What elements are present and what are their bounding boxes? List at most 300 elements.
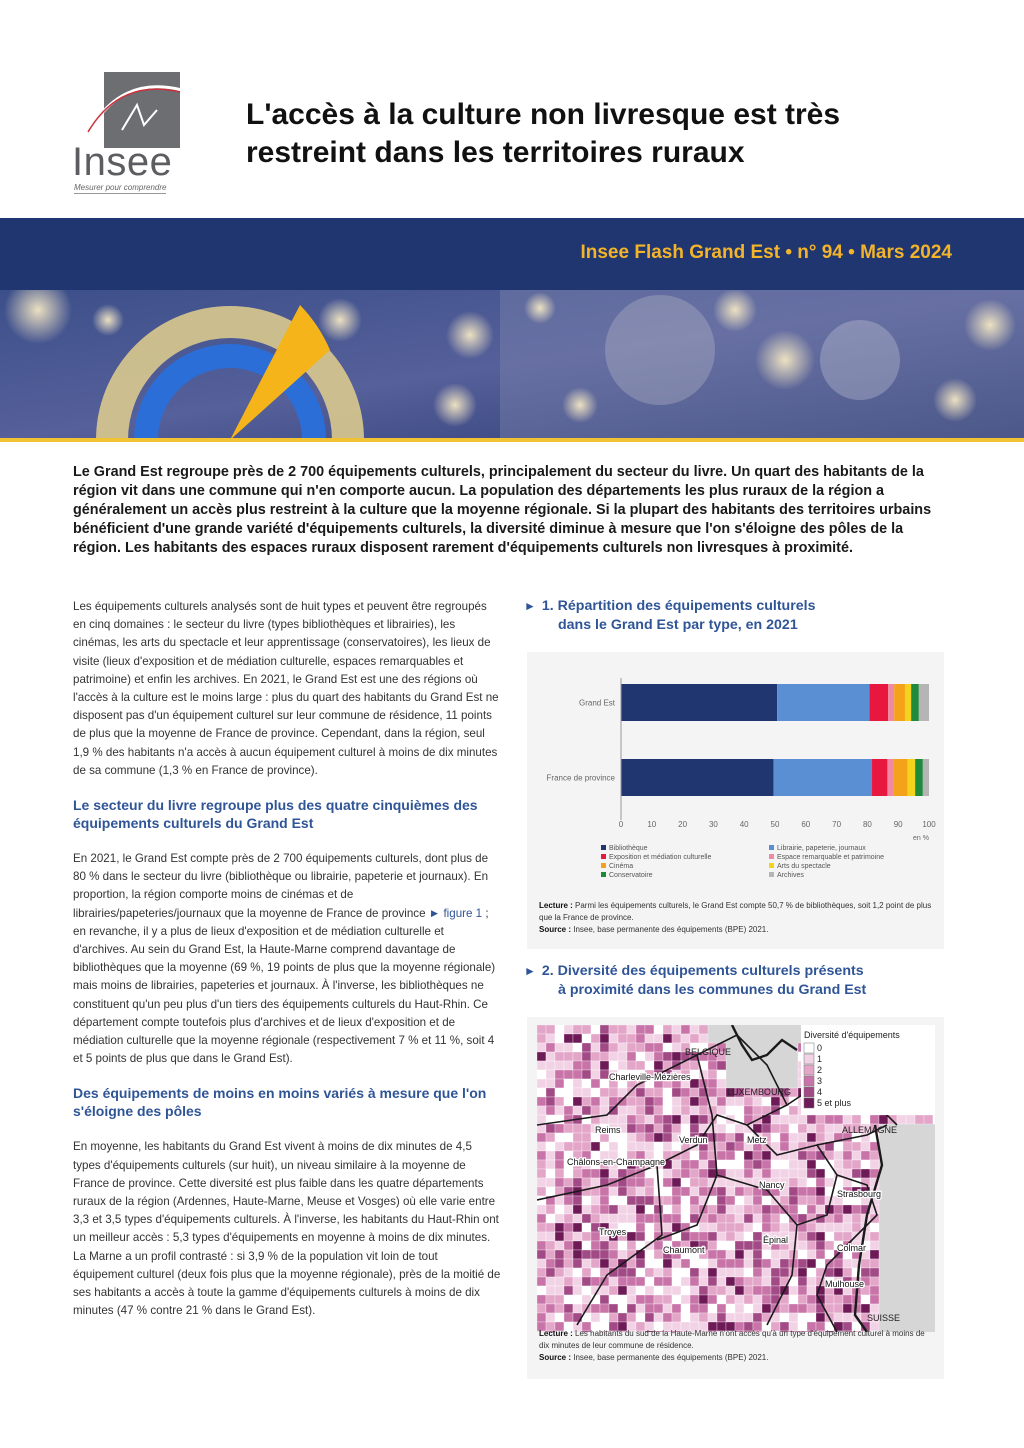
commune-cell xyxy=(564,1277,573,1286)
commune-cell xyxy=(546,1169,555,1178)
bar-segment xyxy=(621,759,773,796)
commune-cell xyxy=(582,1169,591,1178)
commune-cell xyxy=(807,1151,816,1160)
commune-cell xyxy=(555,1277,564,1286)
commune-cell xyxy=(627,1286,636,1295)
commune-cell xyxy=(663,1169,672,1178)
commune-cell xyxy=(681,1169,690,1178)
commune-cell xyxy=(546,1295,555,1304)
commune-cell xyxy=(744,1169,753,1178)
commune-cell xyxy=(681,1124,690,1133)
commune-cell xyxy=(555,1286,564,1295)
commune-cell xyxy=(663,1097,672,1106)
figure-1-title xyxy=(524,597,944,635)
commune-cell xyxy=(870,1151,879,1160)
commune-cell xyxy=(600,1061,609,1070)
commune-cell xyxy=(636,1205,645,1214)
commune-cell xyxy=(825,1223,834,1232)
commune-cell xyxy=(780,1169,789,1178)
commune-cell xyxy=(564,1079,573,1088)
city-label: Chaumont xyxy=(663,1245,705,1255)
commune-cell xyxy=(645,1025,654,1034)
commune-cell xyxy=(726,1250,735,1259)
commune-cell xyxy=(807,1223,816,1232)
commune-cell xyxy=(627,1088,636,1097)
commune-cell xyxy=(591,1070,600,1079)
commune-cell xyxy=(609,1259,618,1268)
commune-cell xyxy=(690,1268,699,1277)
commune-cell xyxy=(834,1304,843,1313)
legend-label: 3 xyxy=(817,1076,823,1086)
commune-cell xyxy=(636,1034,645,1043)
commune-cell xyxy=(645,1124,654,1133)
commune-cell xyxy=(645,1034,654,1043)
commune-cell xyxy=(816,1205,825,1214)
commune-cell xyxy=(627,1106,636,1115)
commune-cell xyxy=(537,1097,546,1106)
commune-cell xyxy=(618,1277,627,1286)
commune-cell xyxy=(609,1277,618,1286)
commune-cell xyxy=(600,1142,609,1151)
commune-cell xyxy=(834,1214,843,1223)
commune-cell xyxy=(789,1115,798,1124)
commune-cell xyxy=(708,1277,717,1286)
commune-cell xyxy=(618,1205,627,1214)
commune-cell xyxy=(627,1232,636,1241)
commune-cell xyxy=(537,1088,546,1097)
commune-cell xyxy=(708,1079,717,1088)
commune-cell xyxy=(870,1115,879,1124)
commune-cell xyxy=(780,1115,789,1124)
commune-cell xyxy=(573,1286,582,1295)
commune-cell xyxy=(591,1241,600,1250)
commune-cell xyxy=(735,1313,744,1322)
commune-cell xyxy=(744,1268,753,1277)
commune-cell xyxy=(582,1277,591,1286)
commune-cell xyxy=(762,1124,771,1133)
commune-cell xyxy=(780,1160,789,1169)
commune-cell xyxy=(681,1160,690,1169)
commune-cell xyxy=(672,1052,681,1061)
commune-cell xyxy=(834,1115,843,1124)
commune-cell xyxy=(582,1205,591,1214)
commune-cell xyxy=(681,1106,690,1115)
commune-cell xyxy=(762,1304,771,1313)
city-label: Strasbourg xyxy=(837,1189,882,1199)
commune-cell xyxy=(573,1106,582,1115)
commune-cell xyxy=(717,1133,726,1142)
commune-cell xyxy=(681,1115,690,1124)
commune-cell xyxy=(726,1268,735,1277)
stacked-bar-chart xyxy=(527,652,944,897)
figure-1-notes xyxy=(539,900,934,936)
commune-cell xyxy=(717,1088,726,1097)
commune-cell xyxy=(663,1214,672,1223)
section-heading: Des équipements de moins en moins variés à mesure que l'on s'éloigne des pôles xyxy=(73,1085,487,1120)
commune-cell xyxy=(753,1097,762,1106)
commune-cell xyxy=(645,1223,654,1232)
commune-cell xyxy=(654,1196,663,1205)
commune-cell xyxy=(870,1223,879,1232)
legend-title: Diversité d'équipements xyxy=(804,1030,900,1040)
legend-label: Librairie, papeterie, journaux xyxy=(777,845,866,852)
commune-cell xyxy=(807,1115,816,1124)
commune-cell xyxy=(645,1178,654,1187)
commune-cell xyxy=(708,1205,717,1214)
commune-cell xyxy=(681,1232,690,1241)
commune-cell xyxy=(627,1187,636,1196)
commune-cell xyxy=(870,1277,879,1286)
commune-cell xyxy=(798,1268,807,1277)
commune-cell xyxy=(555,1034,564,1043)
commune-cell xyxy=(699,1169,708,1178)
commune-cell xyxy=(690,1259,699,1268)
commune-cell xyxy=(672,1205,681,1214)
commune-cell xyxy=(726,1097,735,1106)
source-label: Source : xyxy=(539,1353,572,1362)
commune-cell xyxy=(564,1268,573,1277)
logo-swoosh-icon xyxy=(82,70,192,150)
commune-cell xyxy=(582,1142,591,1151)
commune-cell xyxy=(546,1043,555,1052)
commune-cell xyxy=(726,1142,735,1151)
commune-cell xyxy=(825,1295,834,1304)
commune-cell xyxy=(546,1250,555,1259)
commune-cell xyxy=(582,1079,591,1088)
commune-cell xyxy=(834,1223,843,1232)
bar-segment xyxy=(905,684,911,721)
commune-cell xyxy=(591,1088,600,1097)
commune-cell xyxy=(663,1187,672,1196)
commune-cell xyxy=(645,1061,654,1070)
commune-cell xyxy=(564,1286,573,1295)
commune-cell xyxy=(726,1295,735,1304)
commune-cell xyxy=(546,1070,555,1079)
commune-cell xyxy=(708,1286,717,1295)
commune-cell xyxy=(726,1286,735,1295)
commune-cell xyxy=(690,1025,699,1034)
commune-cell xyxy=(735,1169,744,1178)
commune-cell xyxy=(771,1124,780,1133)
commune-cell xyxy=(672,1223,681,1232)
figure-title-line: dans le Grand Est par type, en 2021 xyxy=(558,617,798,633)
commune-cell xyxy=(609,1142,618,1151)
commune-cell xyxy=(789,1205,798,1214)
commune-cell xyxy=(717,1223,726,1232)
commune-cell xyxy=(645,1169,654,1178)
commune-cell xyxy=(600,1241,609,1250)
commune-cell xyxy=(546,1025,555,1034)
commune-cell xyxy=(708,1133,717,1142)
commune-cell xyxy=(798,1205,807,1214)
commune-cell xyxy=(807,1295,816,1304)
commune-cell xyxy=(798,1178,807,1187)
commune-cell xyxy=(609,1061,618,1070)
commune-cell xyxy=(744,1106,753,1115)
commune-cell xyxy=(564,1043,573,1052)
commune-cell xyxy=(843,1214,852,1223)
commune-cell xyxy=(636,1286,645,1295)
commune-cell xyxy=(789,1295,798,1304)
commune-cell xyxy=(672,1187,681,1196)
commune-cell xyxy=(618,1142,627,1151)
commune-cell xyxy=(870,1268,879,1277)
commune-cell xyxy=(564,1295,573,1304)
commune-cell xyxy=(771,1151,780,1160)
commune-cell xyxy=(555,1241,564,1250)
commune-cell xyxy=(798,1187,807,1196)
commune-cell xyxy=(663,1205,672,1214)
legend-swatch xyxy=(769,854,774,859)
commune-cell xyxy=(636,1223,645,1232)
commune-cell xyxy=(636,1187,645,1196)
commune-cell xyxy=(735,1187,744,1196)
commune-cell xyxy=(555,1079,564,1088)
commune-cell xyxy=(627,1061,636,1070)
legend-swatch xyxy=(769,863,774,868)
commune-cell xyxy=(708,1259,717,1268)
commune-cell xyxy=(798,1160,807,1169)
commune-cell xyxy=(798,1196,807,1205)
commune-cell xyxy=(537,1142,546,1151)
commune-cell xyxy=(537,1268,546,1277)
commune-cell xyxy=(537,1043,546,1052)
city-label: Charleville-Mézières xyxy=(609,1072,691,1082)
commune-cell xyxy=(771,1223,780,1232)
commune-cell xyxy=(780,1313,789,1322)
commune-cell xyxy=(789,1241,798,1250)
commune-cell xyxy=(654,1241,663,1250)
commune-cell xyxy=(573,1043,582,1052)
commune-cell xyxy=(771,1277,780,1286)
x-tick-label: 80 xyxy=(862,820,872,829)
figure-1-chart xyxy=(527,652,944,949)
commune-cell xyxy=(735,1106,744,1115)
commune-cell xyxy=(681,1268,690,1277)
commune-cell xyxy=(591,1097,600,1106)
body-paragraph: La Marne a un profil contrasté : si 3,9 % de la population vit loin de tout équipement culturel (deux fois plus que la moyenne régionale), près de la moitié de ses habitants a accès à toute la gamme d'équipements culturels à moins de dix minutes (47 % contre 21 % dans le Grand Est). xyxy=(73,1249,501,1318)
commune-cell xyxy=(744,1196,753,1205)
commune-cell xyxy=(672,1313,681,1322)
commune-cell xyxy=(591,1259,600,1268)
commune-cell xyxy=(600,1205,609,1214)
commune-cell xyxy=(618,1313,627,1322)
commune-cell xyxy=(789,1124,798,1133)
commune-cell xyxy=(816,1223,825,1232)
commune-cell xyxy=(537,1034,546,1043)
commune-cell xyxy=(861,1304,870,1313)
commune-cell xyxy=(708,1250,717,1259)
legend-swatch xyxy=(769,845,774,850)
commune-cell xyxy=(636,1043,645,1052)
commune-cell xyxy=(753,1205,762,1214)
commune-cell xyxy=(555,1313,564,1322)
commune-cell xyxy=(735,1214,744,1223)
commune-cell xyxy=(564,1214,573,1223)
commune-cell xyxy=(744,1250,753,1259)
commune-cell xyxy=(798,1241,807,1250)
commune-cell xyxy=(600,1169,609,1178)
commune-cell xyxy=(744,1313,753,1322)
commune-cell xyxy=(546,1241,555,1250)
commune-cell xyxy=(726,1133,735,1142)
commune-cell xyxy=(807,1124,816,1133)
commune-cell xyxy=(816,1169,825,1178)
commune-cell xyxy=(573,1088,582,1097)
commune-cell xyxy=(627,1205,636,1214)
figure-2-title xyxy=(524,962,944,1000)
commune-cell xyxy=(654,1088,663,1097)
commune-cell xyxy=(609,1052,618,1061)
commune-cell xyxy=(555,1160,564,1169)
commune-cell xyxy=(546,1232,555,1241)
commune-cell xyxy=(663,1277,672,1286)
commune-cell xyxy=(645,1142,654,1151)
commune-cell xyxy=(609,1169,618,1178)
commune-cell xyxy=(582,1025,591,1034)
commune-cell xyxy=(861,1151,870,1160)
commune-cell xyxy=(816,1133,825,1142)
commune-cell xyxy=(573,1124,582,1133)
commune-cell xyxy=(726,1124,735,1133)
commune-cell xyxy=(600,1052,609,1061)
commune-cell xyxy=(726,1151,735,1160)
bar-segment xyxy=(915,759,923,796)
commune-cell xyxy=(798,1295,807,1304)
commune-cell xyxy=(609,1313,618,1322)
commune-cell xyxy=(636,1124,645,1133)
commune-cell xyxy=(645,1205,654,1214)
commune-cell xyxy=(582,1088,591,1097)
commune-cell xyxy=(843,1295,852,1304)
commune-cell xyxy=(627,1241,636,1250)
commune-cell xyxy=(717,1232,726,1241)
commune-cell xyxy=(582,1043,591,1052)
commune-cell xyxy=(753,1106,762,1115)
source-text: Insee, base permanente des équipements (BPE) 2021. xyxy=(571,925,769,934)
country-label: ALLEMAGNE xyxy=(842,1125,898,1135)
bar-segment xyxy=(887,759,893,796)
commune-cell xyxy=(753,1232,762,1241)
commune-cell xyxy=(834,1160,843,1169)
figure-1-link[interactable]: ► figure 1 xyxy=(428,906,483,920)
legend-swatch xyxy=(601,863,606,868)
commune-cell xyxy=(636,1277,645,1286)
commune-cell xyxy=(735,1304,744,1313)
commune-cell xyxy=(645,1097,654,1106)
source-label: Source : xyxy=(539,925,572,934)
commune-cell xyxy=(600,1214,609,1223)
commune-cell xyxy=(582,1052,591,1061)
commune-cell xyxy=(591,1025,600,1034)
commune-cell xyxy=(843,1313,852,1322)
commune-cell xyxy=(861,1295,870,1304)
commune-cell xyxy=(636,1115,645,1124)
legend-label: 0 xyxy=(817,1043,823,1053)
commune-cell xyxy=(753,1241,762,1250)
bar-segment xyxy=(907,759,915,796)
commune-cell xyxy=(636,1052,645,1061)
logo-tagline: Mesurer pour comprendre xyxy=(74,183,167,192)
commune-cell xyxy=(654,1142,663,1151)
commune-cell xyxy=(744,1277,753,1286)
commune-cell xyxy=(573,1241,582,1250)
commune-cell xyxy=(564,1133,573,1142)
country-label: SUISSE xyxy=(867,1313,901,1323)
commune-cell xyxy=(564,1124,573,1133)
commune-cell xyxy=(780,1124,789,1133)
commune-cell xyxy=(555,1259,564,1268)
publication-reference: Insee Flash Grand Est • n° 94 • Mars 2024 xyxy=(580,242,952,263)
commune-cell xyxy=(933,1115,935,1124)
commune-cell xyxy=(906,1115,915,1124)
commune-cell xyxy=(717,1277,726,1286)
commune-cell xyxy=(717,1070,726,1079)
commune-cell xyxy=(735,1097,744,1106)
commune-cell xyxy=(852,1142,861,1151)
commune-cell xyxy=(699,1232,708,1241)
commune-cell xyxy=(672,1196,681,1205)
commune-cell xyxy=(609,1304,618,1313)
legend-swatch xyxy=(769,872,774,877)
commune-cell xyxy=(564,1088,573,1097)
commune-cell xyxy=(870,1286,879,1295)
commune-cell xyxy=(852,1115,861,1124)
commune-cell xyxy=(717,1097,726,1106)
commune-cell xyxy=(627,1052,636,1061)
commune-cell xyxy=(807,1241,816,1250)
commune-cell xyxy=(645,1277,654,1286)
commune-cell xyxy=(708,1295,717,1304)
commune-cell xyxy=(663,1295,672,1304)
note-label: Lecture : xyxy=(539,1329,573,1338)
commune-cell xyxy=(834,1295,843,1304)
commune-cell xyxy=(537,1250,546,1259)
commune-cell xyxy=(726,1205,735,1214)
commune-cell xyxy=(780,1214,789,1223)
commune-cell xyxy=(609,1115,618,1124)
commune-cell xyxy=(726,1304,735,1313)
commune-cell xyxy=(852,1223,861,1232)
bar-segment xyxy=(894,684,905,721)
commune-cell xyxy=(636,1097,645,1106)
commune-cell xyxy=(582,1232,591,1241)
commune-cell xyxy=(537,1286,546,1295)
commune-cell xyxy=(870,1295,879,1304)
commune-cell xyxy=(636,1142,645,1151)
commune-cell xyxy=(744,1097,753,1106)
commune-cell xyxy=(546,1178,555,1187)
commune-cell xyxy=(681,1286,690,1295)
legend-label: Conservatoire xyxy=(609,872,653,879)
commune-cell xyxy=(591,1079,600,1088)
commune-cell xyxy=(771,1259,780,1268)
bar-segment xyxy=(888,684,894,721)
commune-cell xyxy=(573,1232,582,1241)
commune-cell xyxy=(609,1034,618,1043)
commune-cell xyxy=(735,1268,744,1277)
commune-cell xyxy=(636,1214,645,1223)
commune-cell xyxy=(753,1259,762,1268)
commune-cell xyxy=(537,1214,546,1223)
commune-cell xyxy=(591,1196,600,1205)
commune-cell xyxy=(735,1295,744,1304)
commune-cell xyxy=(672,1025,681,1034)
commune-cell xyxy=(816,1241,825,1250)
commune-cell xyxy=(600,1034,609,1043)
commune-cell xyxy=(573,1052,582,1061)
commune-cell xyxy=(546,1061,555,1070)
